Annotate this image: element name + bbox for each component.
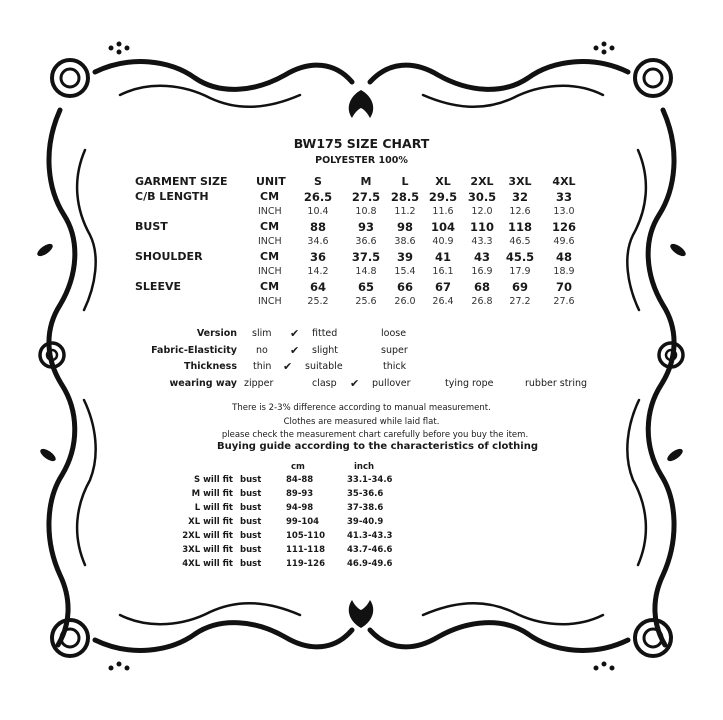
guide-size: L will fit [194,503,233,513]
guide-cm: 84-88 [286,475,314,485]
header-size-2xl: 2XL [470,175,494,188]
cm-value: 29.5 [428,190,458,204]
cm-value: 88 [309,220,326,234]
cm-value: 67 [434,280,451,294]
unit-cm: CM [260,280,280,293]
guide-part: bust [240,559,262,569]
cm-value: 126 [551,220,576,234]
guide-size: 4XL will fit [182,559,233,569]
guide-size: 2XL will fit [182,531,233,541]
guide-part: bust [240,531,262,541]
note-difference: There is 2-3% difference according to manual measurement. [232,403,491,413]
cm-value: 48 [555,250,572,264]
top-center-ornament [349,90,373,118]
chart-title: BW175 SIZE CHART [293,136,430,151]
row-label: BUST [135,220,168,233]
cm-value: 41 [434,250,451,264]
attribute-option: clasp [312,378,337,389]
corner-swirl-tr [635,60,671,96]
cm-value: 66 [396,280,413,294]
inch-value: 12.6 [509,206,531,217]
inch-value: 46.5 [509,236,531,247]
inch-value: 12.0 [471,206,493,217]
attribute-option: zipper [244,378,274,389]
attribute-option: loose [381,328,407,339]
inch-value: 10.8 [355,206,377,217]
unit-cm: CM [260,250,280,263]
inch-value: 43.3 [471,236,493,247]
check-icon: ✔ [283,360,293,373]
guide-part: bust [240,545,262,555]
guide-col-cm: cm [291,462,305,472]
cm-value: 70 [555,280,572,294]
inch-value: 27.2 [509,296,531,307]
row-label: SLEEVE [135,280,181,293]
guide-size: S will fit [194,475,233,485]
guide-inch: 35-36.6 [347,489,384,499]
guide-size: 3XL will fit [182,545,233,555]
inch-value: 16.1 [432,266,454,277]
corner-swirl-bl [52,620,88,656]
guide-cm: 119-126 [286,559,326,569]
inch-value: 49.6 [553,236,575,247]
cm-value: 27.5 [351,190,381,204]
attribute-label: wearing way [169,378,237,389]
attribute-label: Version [196,328,237,339]
inch-value: 11.6 [432,206,454,217]
bottom-center-ornament [349,600,373,628]
inch-value: 27.6 [553,296,575,307]
attribute-option: pullover [372,378,411,389]
cm-value: 32 [511,190,528,204]
row-label: SHOULDER [135,250,203,263]
cm-value: 36 [309,250,326,264]
inch-value: 18.9 [553,266,575,277]
header-size-s: S [314,175,322,188]
inch-value: 36.6 [355,236,377,247]
guide-part: bust [240,475,262,485]
inch-value: 25.6 [355,296,377,307]
unit-cm: CM [260,220,280,233]
attribute-option: thick [383,361,407,372]
cm-value: 68 [473,280,490,294]
guide-part: bust [240,489,262,499]
frame-right-scroll [648,110,674,645]
header-unit: UNIT [256,175,286,188]
check-icon: ✔ [290,344,300,357]
inch-value: 26.4 [432,296,454,307]
header-size-3xl: 3XL [508,175,532,188]
corner-swirl-tl [52,60,88,96]
header-size-m: M [360,175,372,188]
cm-value: 93 [357,220,374,234]
inch-value: 38.6 [394,236,416,247]
cm-value: 39 [396,250,413,264]
unit-inch: INCH [258,236,282,247]
inch-value: 11.2 [394,206,416,217]
frame-right-scroll-inner [627,150,646,565]
unit-cm: CM [260,190,280,203]
inch-value: 25.2 [307,296,329,307]
frame-left-scroll [49,110,75,645]
check-icon: ✔ [290,327,300,340]
cm-value: 43 [473,250,490,264]
cm-value: 28.5 [390,190,420,204]
inch-value: 15.4 [394,266,416,277]
cm-value: 118 [507,220,532,234]
frame-left-scroll-inner [77,150,96,565]
attribute-option: fitted [312,328,338,339]
inch-value: 40.9 [432,236,454,247]
guide-col-inch: inch [354,462,375,472]
note-check-chart: please check the measurement chart carefully before you buy the item. [221,430,529,440]
cm-value: 98 [396,220,413,234]
guide-inch: 39-40.9 [347,517,384,527]
attribute-option: tying rope [445,378,494,389]
inch-value: 10.4 [307,206,329,217]
inch-value: 26.0 [394,296,416,307]
guide-cm: 89-93 [286,489,314,499]
guide-inch: 46.9-49.6 [347,559,393,569]
header-garment-size: GARMENT SIZE [135,175,228,188]
header-size-l: L [401,175,409,188]
attribute-option: thin [253,361,272,372]
cm-value: 37.5 [351,250,381,264]
header-size-4xl: 4XL [552,175,576,188]
inch-value: 14.8 [355,266,377,277]
inch-value: 16.9 [471,266,493,277]
row-label: C/B LENGTH [135,190,209,203]
unit-inch: INCH [258,266,282,277]
attribute-option: slight [312,345,339,356]
guide-part: bust [240,503,262,513]
attribute-option: no [256,345,268,356]
unit-inch: INCH [258,296,282,307]
cm-value: 45.5 [505,250,535,264]
guide-part: bust [240,517,262,527]
inch-value: 34.6 [307,236,329,247]
attribute-option: suitable [305,361,343,372]
frame-top-scroll [95,62,628,90]
attribute-option: slim [252,328,272,339]
guide-inch: 41.3-43.3 [347,531,393,541]
cm-value: 30.5 [467,190,497,204]
buying-guide-title: Buying guide according to the characteristics of clothing [217,441,538,452]
inch-value: 26.8 [471,296,493,307]
cm-value: 69 [511,280,528,294]
inch-value: 14.2 [307,266,329,277]
header-size-xl: XL [435,175,451,188]
guide-inch: 33.1-34.6 [347,475,393,485]
check-icon: ✔ [350,377,360,390]
corner-swirl-br [635,620,671,656]
guide-cm: 99-104 [286,517,320,527]
note-laid-flat: Clothes are measured while laid flat. [283,417,440,427]
guide-cm: 111-118 [286,545,326,555]
attribute-option: rubber string [525,378,588,389]
cm-value: 64 [309,280,326,294]
guide-inch: 37-38.6 [347,503,384,513]
cm-value: 104 [430,220,455,234]
attribute-label: Fabric-Elasticity [151,345,237,356]
cm-value: 110 [469,220,494,234]
attribute-option: super [381,345,408,356]
cm-value: 65 [357,280,374,294]
guide-cm: 105-110 [286,531,326,541]
guide-size: XL will fit [188,517,233,527]
inch-value: 17.9 [509,266,531,277]
cm-value: 26.5 [303,190,333,204]
guide-cm: 94-98 [286,503,314,513]
guide-inch: 43.7-46.6 [347,545,393,555]
attribute-label: Thickness [184,361,237,372]
guide-size: M will fit [191,489,233,499]
chart-subtitle: POLYESTER 100% [315,155,408,166]
unit-inch: INCH [258,206,282,217]
inch-value: 13.0 [553,206,575,217]
cm-value: 33 [555,190,572,204]
